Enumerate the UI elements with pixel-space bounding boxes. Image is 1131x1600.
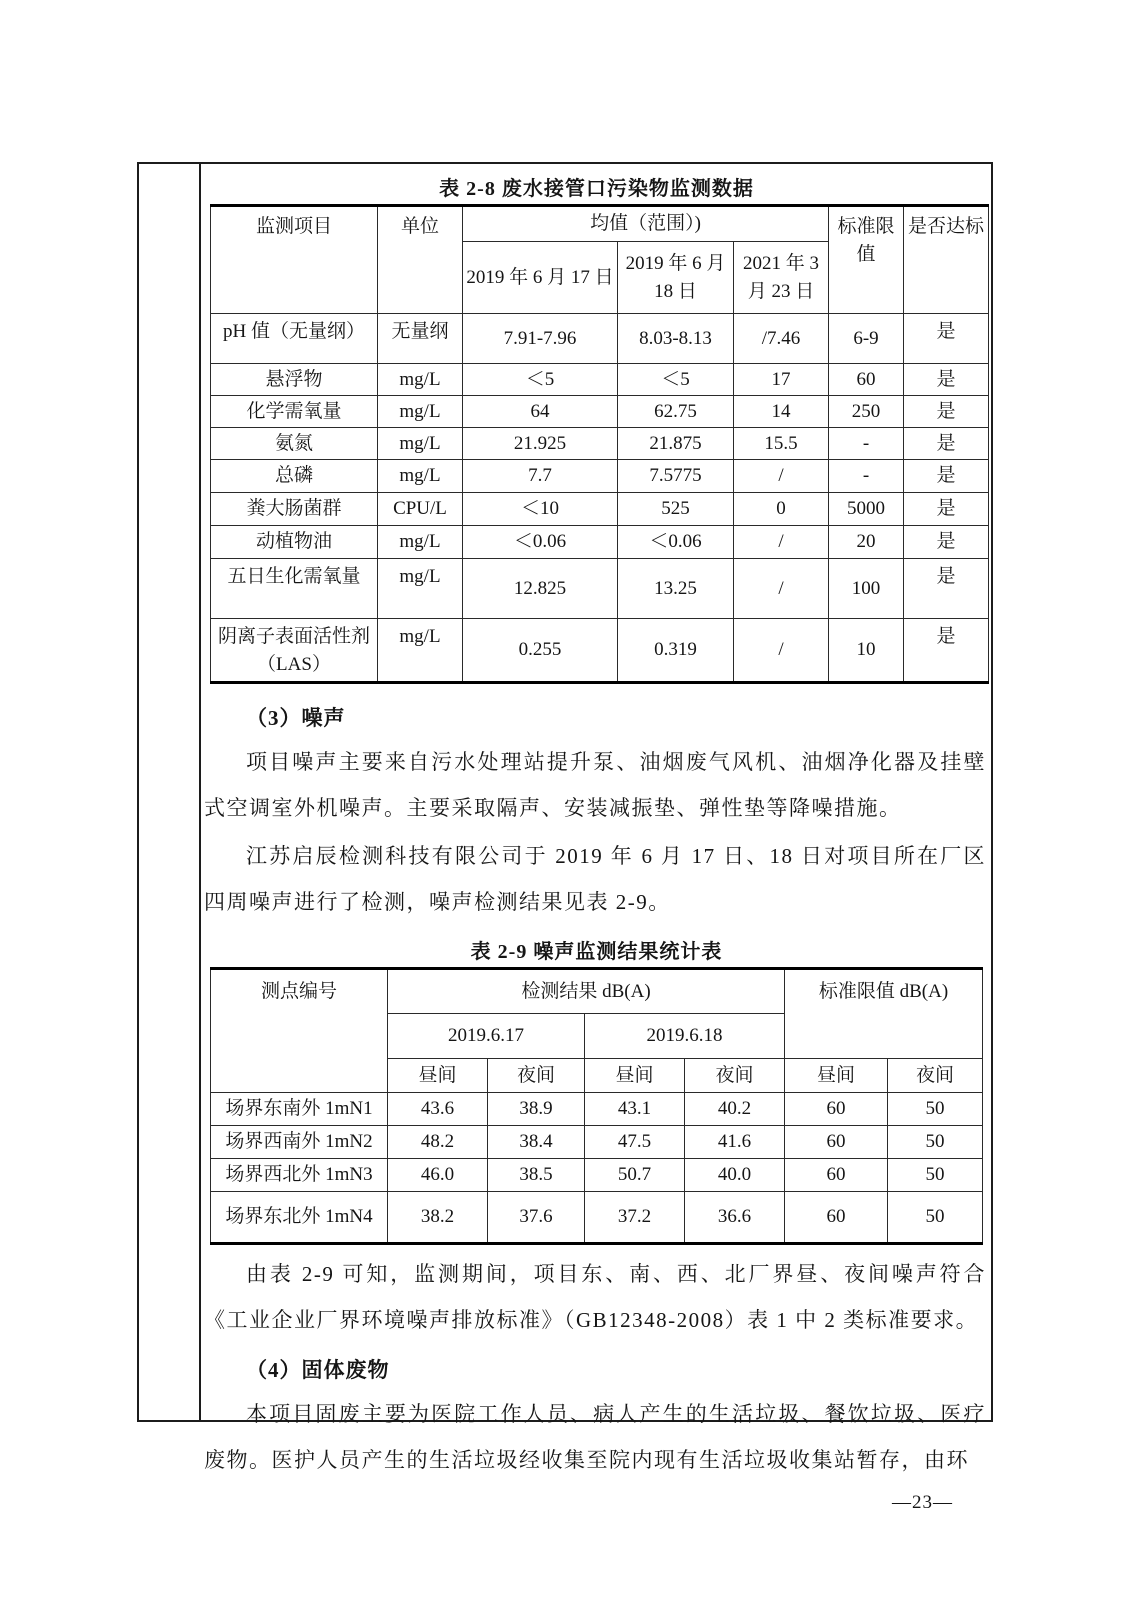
- col-header-result: 检测结果 dB(A): [388, 969, 785, 1014]
- cell-compliance: 是: [904, 493, 989, 526]
- cell-value: 38.9: [488, 1093, 585, 1126]
- cell-item: 粪大肠菌群: [211, 493, 378, 526]
- table-row: [211, 526, 989, 559]
- cell-value: 38.5: [488, 1159, 585, 1192]
- col-header-day: 昼间: [585, 1059, 685, 1093]
- cell-value: 43.1: [585, 1093, 685, 1126]
- cell-value: ＜0.06: [463, 526, 618, 559]
- col-header-night: 夜间: [488, 1059, 585, 1093]
- cell-point: 场界西北外 1mN3: [211, 1159, 388, 1192]
- cell-limit: 6-9: [829, 314, 904, 364]
- cell-value: 38.4: [488, 1126, 585, 1159]
- col-header-day: 昼间: [785, 1059, 888, 1093]
- col-header-mean: 均值（范围）): [463, 206, 829, 242]
- cell-unit: mg/L: [378, 619, 463, 683]
- table-row: [211, 969, 983, 1014]
- cell-compliance: 是: [904, 559, 989, 619]
- table-row: [211, 1192, 983, 1244]
- cell-value: 7.7: [463, 460, 618, 493]
- section-heading-noise: （3）噪声: [246, 706, 346, 730]
- col-header-limit: 标准限值: [829, 206, 904, 314]
- cell-value: 0: [734, 493, 829, 526]
- cell-limit-day: 60: [785, 1192, 888, 1244]
- table-2-8: [210, 204, 989, 684]
- cell-value: 40.0: [685, 1159, 785, 1192]
- section-heading-solid-waste: （4）固体废物: [246, 1358, 390, 1382]
- cell-value: 37.2: [585, 1192, 685, 1244]
- cell-value: 525: [618, 493, 734, 526]
- cell-value: 8.03-8.13: [618, 314, 734, 364]
- paragraph-noise-monitoring: 江苏启辰检测科技有限公司于 2019 年 6 月 17 日、18 日对项目所在厂区四周噪声进行了检测，噪声检测结果见表 2-9。: [204, 844, 986, 914]
- cell-value: 38.2: [388, 1192, 488, 1244]
- cell-unit: 无量纲: [378, 314, 463, 364]
- table-2-9-title: 表 2-9 噪声监测结果统计表: [470, 941, 723, 963]
- cell-item: 氨氮: [211, 428, 378, 460]
- cell-value: 37.6: [488, 1192, 585, 1244]
- cell-unit: CPU/L: [378, 493, 463, 526]
- cell-compliance: 是: [904, 460, 989, 493]
- cell-limit-day: 60: [785, 1126, 888, 1159]
- cell-limit-day: 60: [785, 1159, 888, 1192]
- cell-compliance: 是: [904, 364, 989, 396]
- table-row: [211, 396, 989, 428]
- cell-limit: 250: [829, 396, 904, 428]
- cell-limit: -: [829, 428, 904, 460]
- paragraph-conclusion: 由表 2-9 可知，监测期间，项目东、南、西、北厂界昼、夜间噪声符合《工业企业厂界环境噪声排放标准》（GB12348-2008）表 1 中 2 类标准要求。: [204, 1262, 986, 1332]
- table-row: [211, 559, 989, 619]
- cell-value: 64: [463, 396, 618, 428]
- cell-item: 悬浮物: [211, 364, 378, 396]
- cell-point: 场界东南外 1mN1: [211, 1093, 388, 1126]
- col-header-unit: 单位: [378, 206, 463, 314]
- cell-value: 48.2: [388, 1126, 488, 1159]
- cell-limit: 10: [829, 619, 904, 683]
- cell-value: 13.25: [618, 559, 734, 619]
- cell-value: 17: [734, 364, 829, 396]
- cell-value: /7.46: [734, 314, 829, 364]
- cell-value: /: [734, 559, 829, 619]
- cell-value: /: [734, 526, 829, 559]
- cell-value: 47.5: [585, 1126, 685, 1159]
- table-row: [211, 619, 989, 683]
- cell-limit: -: [829, 460, 904, 493]
- cell-limit-day: 60: [785, 1093, 888, 1126]
- col-header-date-1: 2019.6.17: [388, 1014, 585, 1059]
- cell-value: 62.75: [618, 396, 734, 428]
- cell-item: pH 值（无量纲）: [211, 314, 378, 364]
- paragraph-solid-waste: 本项目固废主要为医院工作人员、病人产生的生活垃圾、餐饮垃圾、医疗废物。医护人员产生的生活垃圾经收集至院内现有生活垃圾收集站暂存，由环: [204, 1402, 986, 1472]
- cell-unit: mg/L: [378, 364, 463, 396]
- cell-item: 化学需氧量: [211, 396, 378, 428]
- table-row: [211, 314, 989, 364]
- col-header-night: 夜间: [685, 1059, 785, 1093]
- table-row: [211, 460, 989, 493]
- cell-value: 40.2: [685, 1093, 785, 1126]
- cell-unit: mg/L: [378, 559, 463, 619]
- cell-value: 43.6: [388, 1093, 488, 1126]
- cell-item: 总磷: [211, 460, 378, 493]
- cell-value: 7.5775: [618, 460, 734, 493]
- cell-value: ＜5: [618, 364, 734, 396]
- col-header-compliance: 是否达标: [904, 206, 989, 314]
- col-header-night: 夜间: [888, 1059, 983, 1093]
- cell-compliance: 是: [904, 314, 989, 364]
- col-header-date-2: 2019 年 6 月 18 日: [618, 242, 734, 314]
- cell-limit-night: 50: [888, 1093, 983, 1126]
- cell-value: /: [734, 619, 829, 683]
- cell-limit: 60: [829, 364, 904, 396]
- cell-value: 15.5: [734, 428, 829, 460]
- cell-compliance: 是: [904, 396, 989, 428]
- report-form-cell: [137, 162, 993, 1472]
- empty-label-column: [139, 164, 201, 1420]
- cell-limit-night: 50: [888, 1159, 983, 1192]
- cell-value: 36.6: [685, 1192, 785, 1244]
- col-header-item: 监测项目: [211, 206, 378, 314]
- cell-limit: 5000: [829, 493, 904, 526]
- col-header-date-1: 2019 年 6 月 17 日: [463, 242, 618, 314]
- cell-compliance: 是: [904, 428, 989, 460]
- cell-unit: mg/L: [378, 396, 463, 428]
- cell-compliance: 是: [904, 526, 989, 559]
- cell-value: 14: [734, 396, 829, 428]
- cell-value: 12.825: [463, 559, 618, 619]
- cell-limit: 20: [829, 526, 904, 559]
- paragraph-noise-sources: 项目噪声主要来自污水处理站提升泵、油烟废气风机、油烟净化器及挂壁式空调室外机噪声。主要采取隔声、安装减振垫、弹性垫等降噪措施。: [204, 750, 986, 820]
- cell-value: 21.925: [463, 428, 618, 460]
- table-row: [211, 364, 989, 396]
- cell-value: ＜5: [463, 364, 618, 396]
- cell-unit: mg/L: [378, 526, 463, 559]
- cell-compliance: 是: [904, 619, 989, 683]
- cell-value: 46.0: [388, 1159, 488, 1192]
- table-row: [211, 493, 989, 526]
- cell-limit-night: 50: [888, 1126, 983, 1159]
- col-header-point: 测点编号: [211, 969, 388, 1093]
- table-2-9: [210, 967, 983, 1245]
- cell-point: 场界东北外 1mN4: [211, 1192, 388, 1244]
- cell-value: 50.7: [585, 1159, 685, 1192]
- cell-item: 五日生化需氧量: [211, 559, 378, 619]
- table-row: [211, 1126, 983, 1159]
- col-header-date-2: 2019.6.18: [585, 1014, 785, 1059]
- col-header-limit: 标准限值 dB(A): [785, 969, 983, 1059]
- cell-item: 动植物油: [211, 526, 378, 559]
- cell-value: 21.875: [618, 428, 734, 460]
- cell-value: 0.255: [463, 619, 618, 683]
- col-header-day: 昼间: [388, 1059, 488, 1093]
- cell-item: 阴离子表面活性剂（LAS）: [211, 619, 378, 683]
- cell-unit: mg/L: [378, 460, 463, 493]
- col-header-date-3: 2021 年 3 月 23 日: [734, 242, 829, 314]
- cell-value: 0.319: [618, 619, 734, 683]
- cell-limit: 100: [829, 559, 904, 619]
- table-row: [211, 428, 989, 460]
- cell-value: 7.91-7.96: [463, 314, 618, 364]
- form-content-area: [201, 164, 993, 1472]
- cell-limit-night: 50: [888, 1192, 983, 1244]
- table-2-8-title: 表 2-8 废水接管口污染物监测数据: [439, 178, 754, 200]
- cell-value: 41.6: [685, 1126, 785, 1159]
- cell-value: /: [734, 460, 829, 493]
- page-number: —23—: [892, 1492, 953, 1513]
- table-row: [211, 1159, 983, 1192]
- cell-unit: mg/L: [378, 428, 463, 460]
- table-row: [211, 206, 989, 242]
- table-row: [211, 1093, 983, 1126]
- cell-point: 场界西南外 1mN2: [211, 1126, 388, 1159]
- cell-value: ＜10: [463, 493, 618, 526]
- cell-value: ＜0.06: [618, 526, 734, 559]
